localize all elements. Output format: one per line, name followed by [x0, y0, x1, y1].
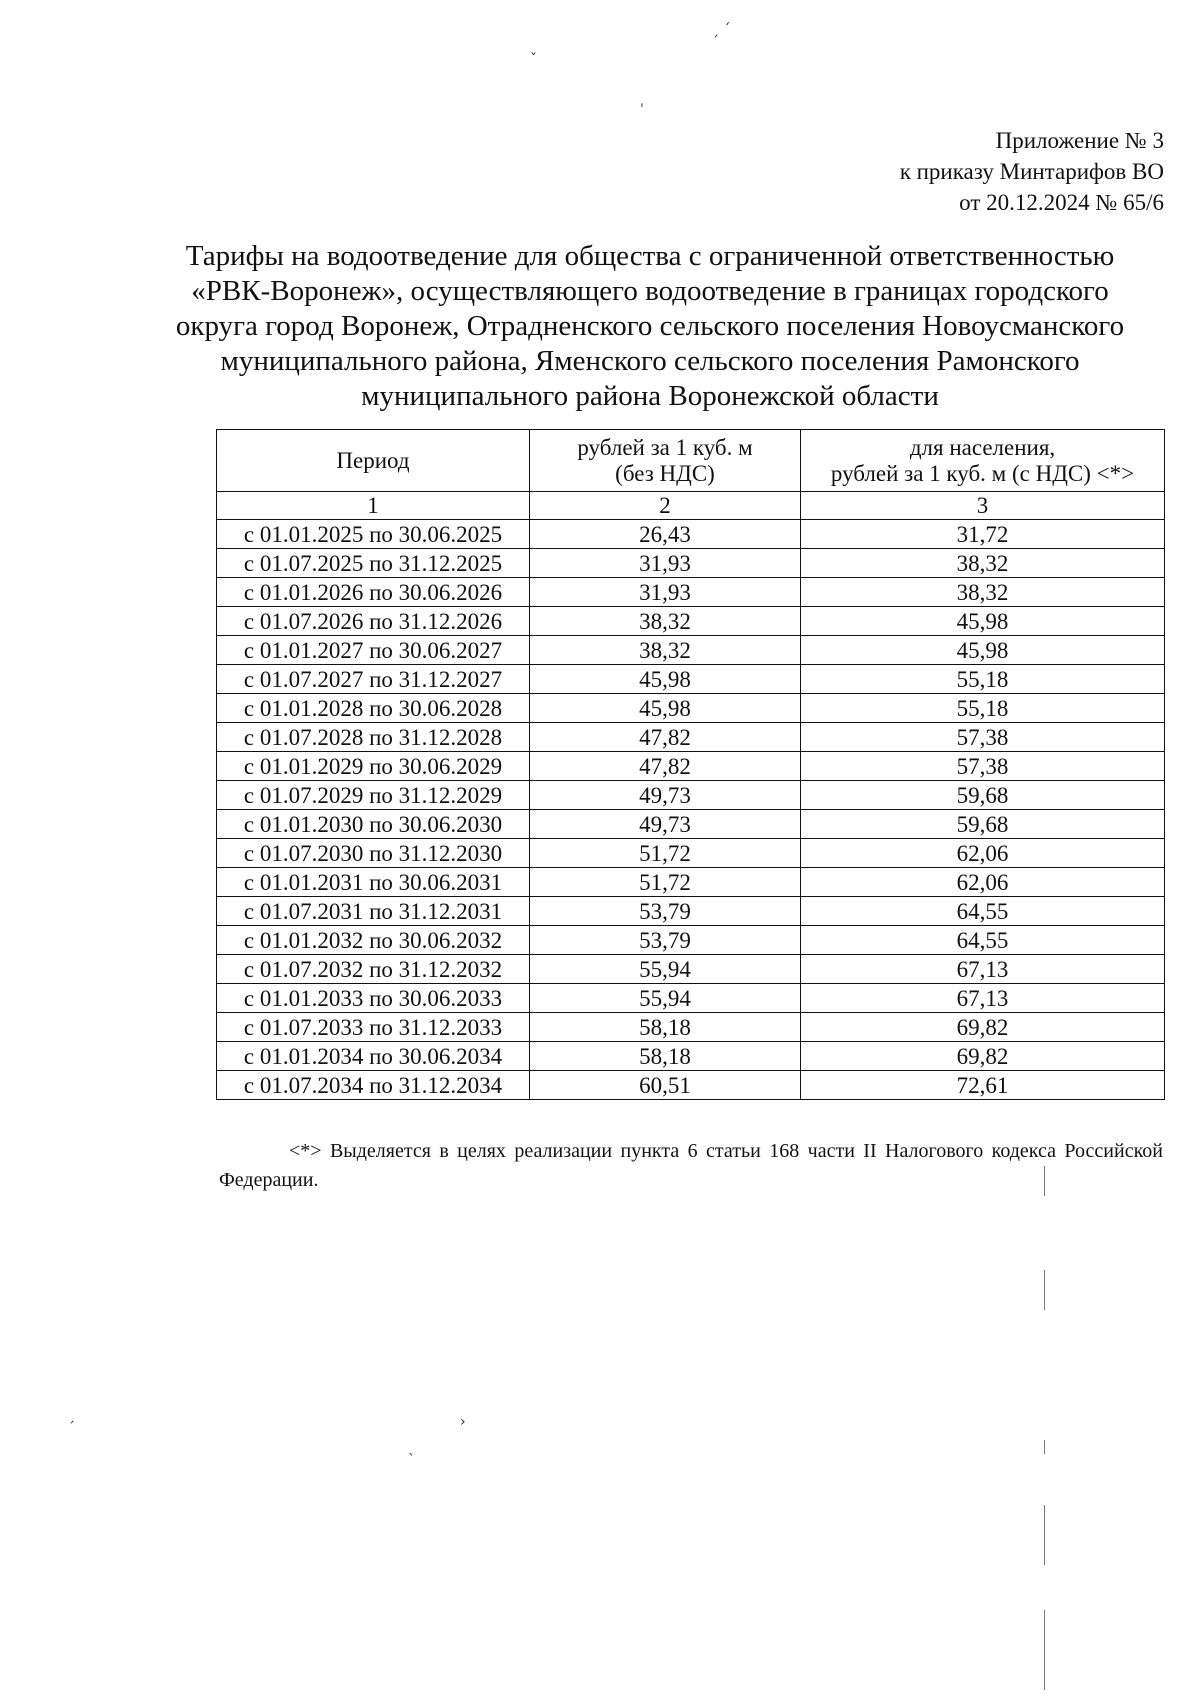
no-vat-value-cell: 53,79 — [530, 897, 801, 926]
no-vat-value-cell: 51,72 — [530, 839, 801, 868]
scan-speck: ˌ — [640, 93, 644, 109]
period-cell: с 01.07.2031 по 31.12.2031 — [217, 897, 530, 926]
with-vat-value-cell: 57,38 — [801, 752, 1165, 781]
period-cell: с 01.01.2029 по 30.06.2029 — [217, 752, 530, 781]
table-row — [217, 868, 1165, 897]
scan-edge-line — [1044, 1270, 1045, 1310]
period-cell: с 01.01.2027 по 30.06.2027 — [217, 636, 530, 665]
period-cell: с 01.07.2034 по 31.12.2034 — [217, 1071, 530, 1100]
appendix-order-date: от 20.12.2024 № 65/6 — [959, 190, 1164, 215]
table-row — [217, 520, 1165, 549]
appendix-order-ref: к приказу Минтарифов ВО — [899, 159, 1164, 184]
header-no-vat-line2: (без НДС) — [615, 460, 715, 486]
table-row — [217, 810, 1165, 839]
period-cell: с 01.01.2025 по 30.06.2025 — [217, 520, 530, 549]
scan-speck: ˇ — [530, 52, 537, 68]
tariff-table-body — [217, 520, 1165, 1100]
period-cell: с 01.07.2025 по 31.12.2025 — [217, 549, 530, 578]
with-vat-value-cell: 64,55 — [801, 897, 1165, 926]
no-vat-value-cell: 55,94 — [530, 955, 801, 984]
with-vat-value-cell: 67,13 — [801, 955, 1165, 984]
period-cell: с 01.01.2026 по 30.06.2026 — [217, 578, 530, 607]
tariff-table — [216, 429, 1165, 1100]
footnote: <*> Выделяется в целях реализации пункта 6 статьи 168 части II Налогового кодекса Российской Федерации. — [219, 1140, 1163, 1191]
header-population — [801, 430, 1165, 492]
with-vat-value-cell: 38,32 — [801, 578, 1165, 607]
period-cell: с 01.07.2030 по 31.12.2030 — [217, 839, 530, 868]
with-vat-value-cell: 64,55 — [801, 926, 1165, 955]
header-no-vat — [530, 430, 801, 492]
header-population-line2: рублей за 1 куб. м (с НДС) <*> — [830, 460, 1135, 486]
no-vat-value-cell: 49,73 — [530, 810, 801, 839]
scan-edge-line — [1044, 1610, 1045, 1690]
appendix-header — [900, 125, 1164, 218]
title-line: «РВК-Воронеж», осуществляющего водоотведение в границах городского — [191, 275, 1109, 307]
with-vat-value-cell: 67,13 — [801, 984, 1165, 1013]
table-row — [217, 926, 1165, 955]
table-row — [217, 897, 1165, 926]
no-vat-value-cell: 45,98 — [530, 665, 801, 694]
title-line: округа город Воронеж, Отрадненского сельского поселения Новоусманского — [175, 310, 1125, 342]
table-row — [217, 781, 1165, 810]
no-vat-value-cell: 38,32 — [530, 607, 801, 636]
with-vat-value-cell: 62,06 — [801, 868, 1165, 897]
table-row — [217, 1042, 1165, 1071]
period-cell: с 01.01.2032 по 30.06.2032 — [217, 926, 530, 955]
period-cell: с 01.01.2030 по 30.06.2030 — [217, 810, 530, 839]
table-row — [217, 984, 1165, 1013]
period-cell: с 01.01.2033 по 30.06.2033 — [217, 984, 530, 1013]
header-no-vat-line1: рублей за 1 куб. м — [577, 434, 753, 460]
with-vat-value-cell: 59,68 — [801, 810, 1165, 839]
column-number: 1 — [217, 492, 530, 520]
column-number: 2 — [530, 492, 801, 520]
period-cell: с 01.01.2028 по 30.06.2028 — [217, 694, 530, 723]
no-vat-value-cell: 31,93 — [530, 578, 801, 607]
no-vat-value-cell: 49,73 — [530, 781, 801, 810]
no-vat-value-cell: 47,82 — [530, 752, 801, 781]
header-period: Период — [217, 430, 530, 492]
with-vat-value-cell: 31,72 — [801, 520, 1165, 549]
header-population-line1: для населения, — [909, 434, 1056, 460]
scan-edge-line — [1044, 1166, 1045, 1196]
no-vat-value-cell: 58,18 — [530, 1013, 801, 1042]
table-row — [217, 636, 1165, 665]
with-vat-value-cell: 55,18 — [801, 694, 1165, 723]
scan-edge-line — [1044, 1505, 1045, 1565]
table-row — [217, 607, 1165, 636]
with-vat-value-cell: 45,98 — [801, 636, 1165, 665]
period-cell: с 01.07.2028 по 31.12.2028 — [217, 723, 530, 752]
scan-edge-line — [1044, 1440, 1045, 1454]
with-vat-value-cell: 55,18 — [801, 665, 1165, 694]
table-row — [217, 1013, 1165, 1042]
no-vat-value-cell: 38,32 — [530, 636, 801, 665]
title-line: муниципального района, Яменского сельского поселения Рамонского — [220, 345, 1080, 377]
with-vat-value-cell: 62,06 — [801, 839, 1165, 868]
table-row — [217, 665, 1165, 694]
no-vat-value-cell: 51,72 — [530, 868, 801, 897]
table-row — [217, 955, 1165, 984]
column-number-row — [217, 492, 1165, 520]
table-row — [217, 1071, 1165, 1100]
with-vat-value-cell: 69,82 — [801, 1042, 1165, 1071]
no-vat-value-cell: 53,79 — [530, 926, 801, 955]
period-cell: с 01.07.2033 по 31.12.2033 — [217, 1013, 530, 1042]
table-header-row — [217, 430, 1165, 492]
table-row — [217, 694, 1165, 723]
no-vat-value-cell: 26,43 — [530, 520, 801, 549]
no-vat-value-cell: 55,94 — [530, 984, 801, 1013]
table-row — [217, 578, 1165, 607]
table-row — [217, 839, 1165, 868]
table-row — [217, 549, 1165, 578]
period-cell: с 01.07.2027 по 31.12.2027 — [217, 665, 530, 694]
period-cell: с 01.07.2026 по 31.12.2026 — [217, 607, 530, 636]
with-vat-value-cell: 59,68 — [801, 781, 1165, 810]
no-vat-value-cell: 60,51 — [530, 1071, 801, 1100]
no-vat-value-cell: 31,93 — [530, 549, 801, 578]
title-line: Тарифы на водоотведение для общества с ограниченной ответственностью — [185, 240, 1115, 272]
document-title — [150, 239, 1150, 414]
scan-speck: ˏ — [68, 1408, 75, 1424]
title-line: муниципального района Воронежской области — [361, 380, 939, 412]
table-row — [217, 723, 1165, 752]
scan-speck: ˏ ˊ — [712, 22, 731, 38]
no-vat-value-cell: 45,98 — [530, 694, 801, 723]
with-vat-value-cell: 57,38 — [801, 723, 1165, 752]
scan-speck: › — [460, 1414, 466, 1430]
period-cell: с 01.07.2032 по 31.12.2032 — [217, 955, 530, 984]
with-vat-value-cell: 72,61 — [801, 1071, 1165, 1100]
period-cell: с 01.07.2029 по 31.12.2029 — [217, 781, 530, 810]
table-row — [217, 752, 1165, 781]
column-number: 3 — [801, 492, 1165, 520]
appendix-number: Приложение № 3 — [995, 128, 1164, 153]
with-vat-value-cell: 45,98 — [801, 607, 1165, 636]
period-cell: с 01.01.2034 по 30.06.2034 — [217, 1042, 530, 1071]
period-cell: с 01.01.2031 по 30.06.2031 — [217, 868, 530, 897]
no-vat-value-cell: 58,18 — [530, 1042, 801, 1071]
no-vat-value-cell: 47,82 — [530, 723, 801, 752]
scan-speck: ˎ — [408, 1440, 415, 1456]
with-vat-value-cell: 69,82 — [801, 1013, 1165, 1042]
with-vat-value-cell: 38,32 — [801, 549, 1165, 578]
